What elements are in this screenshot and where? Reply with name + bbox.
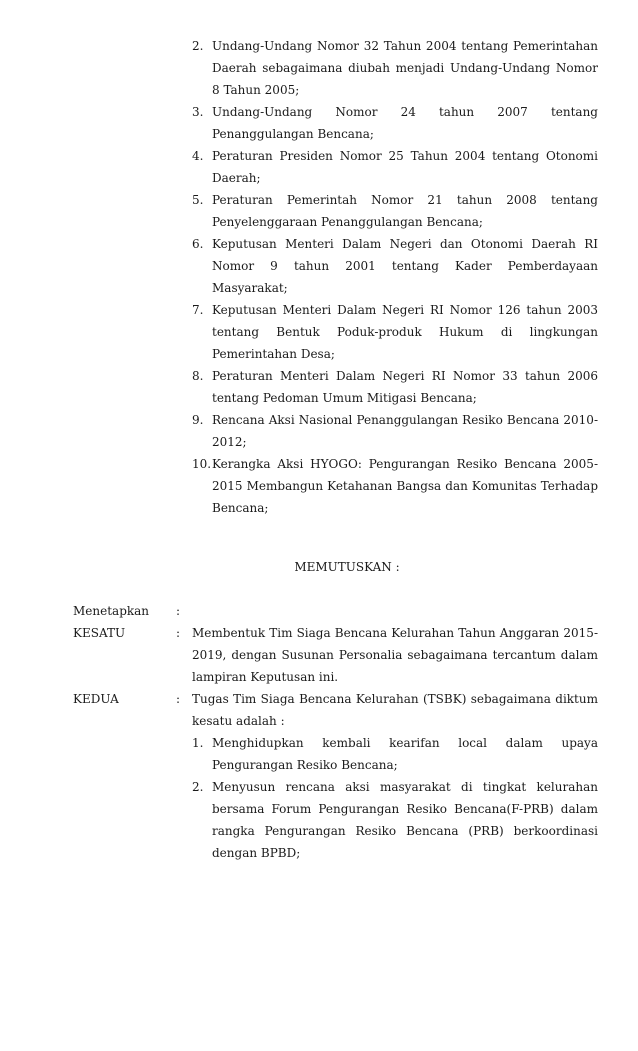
list-text: Peraturan Pemerintah Nomor 21 tahun 2008 tentang Penyelenggaraan Penanggulangan Bencana; bbox=[212, 193, 598, 229]
list-item bbox=[192, 453, 598, 519]
list-text: Menghidupkan kembali kearifan local dalam upaya Pengurangan Resiko Bencana; bbox=[212, 736, 598, 772]
list-number: 2. bbox=[192, 39, 204, 53]
list-text: Keputusan Menteri Dalam Negeri RI Nomor 126 tahun 2003 tentang Bentuk Poduk-produk Hukum di lingkungan Pemerintahan Desa; bbox=[212, 303, 598, 361]
list-item bbox=[192, 233, 598, 299]
kedua-label: KEDUA bbox=[73, 692, 119, 706]
kedua-task-list bbox=[192, 732, 598, 864]
menetapkan-colon: : bbox=[176, 604, 181, 618]
list-number: 5. bbox=[192, 193, 204, 207]
list-item bbox=[192, 189, 598, 233]
list-number: 8. bbox=[192, 369, 204, 383]
list-item bbox=[192, 776, 598, 864]
list-item bbox=[192, 35, 598, 101]
kedua-colon: : bbox=[176, 692, 181, 706]
list-number: 10. bbox=[192, 457, 212, 471]
legal-basis-list bbox=[192, 35, 598, 519]
list-number: 9. bbox=[192, 413, 204, 427]
list-item bbox=[192, 409, 598, 453]
list-text: Peraturan Presiden Nomor 25 Tahun 2004 tentang Otonomi Daerah; bbox=[212, 149, 598, 185]
list-item bbox=[192, 145, 598, 189]
list-number: 3. bbox=[192, 105, 204, 119]
list-text: Kerangka Aksi HYOGO: Pengurangan Resiko Bencana 2005-2015 Membangun Ketahanan Bangsa dan Komunitas Terhadap Bencana; bbox=[212, 457, 598, 515]
list-number: 4. bbox=[192, 149, 204, 163]
list-item bbox=[192, 299, 598, 365]
list-text: Rencana Aksi Nasional Penanggulangan Resiko Bencana 2010-2012; bbox=[212, 413, 598, 449]
list-number: 7. bbox=[192, 303, 204, 317]
list-number: 1. bbox=[192, 736, 204, 750]
decide-heading: MEMUTUSKAN : bbox=[294, 560, 400, 574]
kesatu-label: KESATU bbox=[73, 626, 126, 640]
list-item bbox=[192, 732, 598, 776]
menetapkan-label: Menetapkan bbox=[73, 604, 150, 618]
list-number: 6. bbox=[192, 237, 204, 251]
list-text: Undang-Undang Nomor 24 tahun 2007 tentang Penanggulangan Bencana; bbox=[212, 105, 598, 141]
list-number: 2. bbox=[192, 780, 204, 794]
list-text: Undang-Undang Nomor 32 Tahun 2004 tentang Pemerintahan Daerah sebagaimana diubah menjadi Undang-Undang Nomor 8 Tahun 2005; bbox=[212, 39, 598, 97]
kesatu-colon: : bbox=[176, 626, 181, 640]
list-item bbox=[192, 101, 598, 145]
list-text: Keputusan Menteri Dalam Negeri dan Otonomi Daerah RI Nomor 9 tahun 2001 tentang Kader Pemberdayaan Masyarakat; bbox=[212, 237, 598, 295]
list-text: Peraturan Menteri Dalam Negeri RI Nomor 33 tahun 2006 tentang Pedoman Umum Mitigasi Bencana; bbox=[212, 369, 598, 405]
kesatu-text: Membentuk Tim Siaga Bencana Kelurahan Tahun Anggaran 2015-2019, dengan Susunan Personalia sebagaimana tercantum dalam lampiran Keputusan ini. bbox=[192, 626, 598, 684]
list-text: Menyusun rencana aksi masyarakat di tingkat kelurahan bersama Forum Pengurangan Resiko Bencana(F-PRB) dalam rangka Pengurangan Resiko Bencana (PRB) berkoordinasi dengan BPBD; bbox=[212, 780, 598, 860]
kedua-text: Tugas Tim Siaga Bencana Kelurahan (TSBK) sebagaimana diktum kesatu adalah : bbox=[192, 692, 598, 728]
list-item bbox=[192, 365, 598, 409]
